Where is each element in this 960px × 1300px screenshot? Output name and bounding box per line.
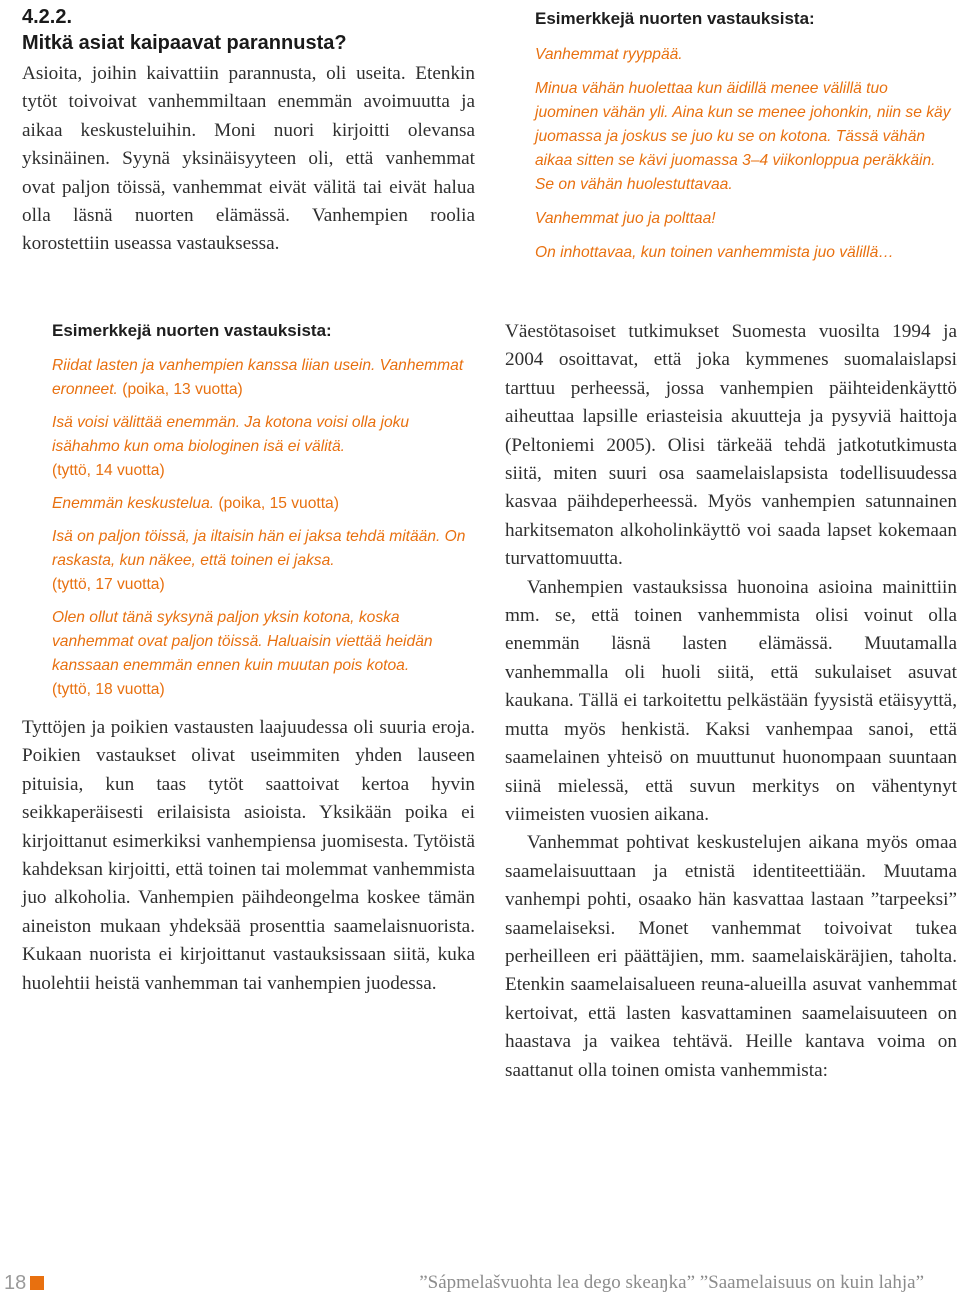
examples-box-2	[535, 8, 955, 275]
quote	[52, 411, 472, 483]
quote: Minua vähän huolettaa kun äidillä menee välillä tuo juominen vähän yli. Aina kun se menee johonkin, niin se käy juomassa ja joskus se juo ku se on kotona. Tässä vähän aikaa sitten se kävi juomassa 3–4 viikonloppua peräkkäin. Se on vähän huolestuttavaa.	[535, 80, 951, 193]
quote: On inhottavaa, kun toinen vanhemmista juo välillä…	[535, 244, 894, 261]
body-paragraph: Väestötasoiset tutkimukset Suomesta vuosilta 1994 ja 2004 osoittavat, että joka kymmenes suomalaislapsi tarttuu perheessä, jossa vanhempien päihteidenkäyttö aiheuttaa lapsille eriasteisia akuutteja ja pysyviä haittoja (Peltoniemi 2005). Olisi tärkeää tehdä jatkotutkimusta siitä, miten suuri osa saamelaislapsista todellisuudessa kasvaa päihdeperheessä. Myös vanhempien satunnainen harkitsematon alkoholinkäyttö voi saada lapset kokemaan turvattomuutta.	[505, 321, 957, 570]
examples-heading: Esimerkkejä nuorten vastauksista:	[535, 9, 815, 28]
quote-attribution: (tyttö, 18 vuotta)	[52, 681, 165, 698]
publication-title: ”Sápmelašvuohta lea dego skeaŋka” ”Saamelaisuus on kuin lahja”	[419, 1272, 924, 1293]
examples-box-1	[52, 320, 472, 711]
quote-attribution: (poika, 13 vuotta)	[122, 381, 243, 398]
quote-text: Isä voisi välittää enemmän. Ja kotona voisi olla joku isähahmo kun oma biologinen isä ei välitä.	[52, 414, 410, 455]
quote-text: Olen ollut tänä syksynä paljon yksin kotona, koska vanhemmat ovat paljon töissä. Haluaisin viettää heidän kanssaan enemmän ennen kuin muutan pois kotoa.	[52, 609, 433, 674]
body-paragraph: Vanhemmat pohtivat keskustelujen aikana myös omaa saamelaisuuttaan ja etnistä identiteettiään. Muutama vanhempi pohti, osaako hän kasvattaa lastaan ”tarpeeksi” saamelaiseksi. Monet vanhemmat toivoivat tukea perheilleen eri päättäjien, mm. saamelaiskäräjien, taholta. Etenkin saamelaisalueen reuna-alueilla asuvat vanhemmat kertoivat, että lasten kasvattaminen saamelaisuuteen on haastava ja vaikea tehtävä. Heille kantava voima on saattanut olla toinen omista vanhemmista:	[505, 832, 957, 1081]
page-number: 18	[4, 1272, 27, 1294]
intro-paragraph: Asioita, joihin kaivattiin parannusta, oli useita. Etenkin tytöt toivoivat vanhemmiltaan enemmän avoimuutta ja aikaa keskusteluihin. Moni nuori kirjoitti olevansa yksinäinen. Syynä yksinäisyyteen oli, että vanhemmat ovat paljon töissä, vanhemmat eivät välitä tai eivät halua olla läsnä nuorten elämässä. Vanhempien roolia korostettiin useassa vastauksessa.	[22, 63, 475, 255]
quote-text: Isä on paljon töissä, ja iltaisin hän ei jaksa tehdä mitään. On raskasta, kun näkee, että toinen ei jaksa.	[52, 528, 466, 569]
quote-text: Enemmän keskustelua.	[52, 495, 215, 512]
body-paragraph: Vanhempien vastauksissa huonoina asioina mainittiin mm. se, että toinen vanhemmista olisi voinut olla enemmän läsnä lasten elämässä. Muutamalla vanhemmalla oli huoli siitä, että sukulaiset asuvat kaukana. Tällä ei tarkoitettu pelkästään fyysistä etäisyyttä, mutta myös henkistä. Kaksi vanhempaa sanoi, että saamelainen yhteisö on muuttunut huonompaan suuntaan siinä mielessä, että suvun merkitys on vähentynyt viimeisten vuosien aikana.	[505, 576, 957, 825]
quote-attribution: (tyttö, 17 vuotta)	[52, 576, 165, 593]
section-number: 4.2.2.	[22, 6, 73, 28]
quote-text: Riidat lasten ja vanhempien kanssa liian usein. Vanhemmat eronneet.	[52, 357, 464, 398]
orange-square-marker	[30, 1276, 44, 1290]
page-footer	[0, 1270, 960, 1300]
quote-attribution: (poika, 15 vuotta)	[218, 495, 339, 512]
quote	[52, 492, 472, 516]
right-body-text	[505, 318, 957, 1085]
quote-attribution: (tyttö, 14 vuotta)	[52, 462, 165, 479]
quote: Vanhemmat juo ja polttaa!	[535, 210, 716, 227]
quote	[52, 354, 472, 402]
quote: Vanhemmat ryyppää.	[535, 46, 683, 63]
quote	[52, 606, 472, 702]
quote	[52, 525, 472, 597]
examples-heading: Esimerkkejä nuorten vastauksista:	[52, 321, 332, 340]
body-paragraph: Tyttöjen ja poikien vastausten laajuudessa oli suuria eroja. Poikien vastaukset olivat useimmiten yhden lauseen pituisia, kun taas tytöt saattoivat kertoa hyvin seikkaperäisesti erilaisista asioista. Yksikään poika ei kirjoittanut esimerkiksi vanhempiensa juomisesta. Tytöistä kahdeksan kirjoitti, että toinen tai molemmat vanhemmista juo alkoholia. Vanhempien päihdeongelma koskee tämän aineiston mukaan yhdeksää prosenttia saamelaisnuorista. Kukaan nuorista ei kirjoittanut vastauksissaan siitä, kuka huolehtii heistä vanhemman tai vanhempien juodessa.	[22, 717, 475, 994]
section-title: Mitkä asiat kaipaavat parannusta?	[22, 32, 347, 54]
